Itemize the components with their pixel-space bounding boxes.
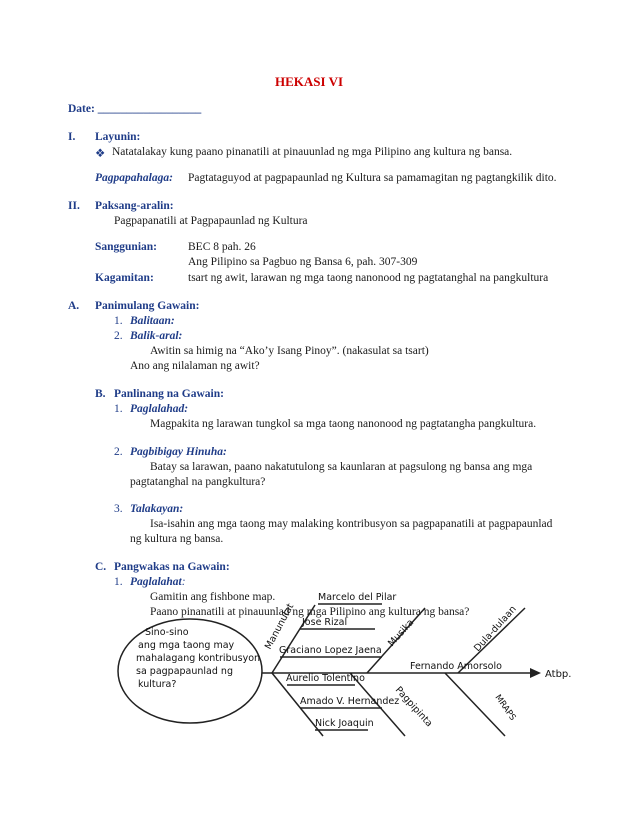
materials-label: Kagamitan:: [95, 272, 154, 284]
b-item1: Paglalahad:: [130, 403, 189, 415]
bone-label-pagpipinta: Pagpipinta: [392, 684, 435, 730]
materials-text: tsart ng awit, larawan ng mga taong nanonood ng pagtatanghal na pangkultura: [188, 272, 549, 284]
section-ii-heading: Paksang-aralin:: [95, 200, 174, 212]
c-item1-colon: :: [181, 576, 186, 588]
date-blank: __________________: [97, 103, 202, 115]
head-line-4: sa pagpapaunlad ng: [136, 666, 233, 677]
bone-label-mraps: MRAPS: [492, 692, 518, 723]
name-rizal: Jose Rizal: [302, 617, 348, 628]
topic-text: Pagpapanatili at Pagpapaunlad ng Kultura: [114, 215, 308, 227]
bone-label-musika: Musika: [386, 617, 417, 650]
source-2: Ang Pilipino sa Pagbuo ng Bansa 6, pah. 307-309: [188, 256, 418, 268]
head-line-5: kultura?: [138, 679, 177, 690]
date-label: Date:: [68, 103, 95, 115]
b-item2-num: 2.: [114, 446, 123, 458]
section-a-heading: Panimulang Gawain:: [95, 300, 200, 312]
b-item3-line1: Isa-isahin ang mga taong may malaking kontribusyon sa pagpapanatili at pagpapaunlad: [150, 518, 553, 530]
section-b-letter: B.: [95, 388, 106, 400]
a-item1: Balitaan:: [130, 315, 175, 327]
objective-text: Natatalakay kung paano pinanatili at pinauunlad ng mga Pilipino ang kultura ng bansa.: [112, 146, 513, 158]
bone-lower-3: [445, 673, 505, 736]
a-item2-num: 2.: [114, 330, 123, 342]
name-amado: Amado V. Hernandez: [300, 696, 400, 707]
name-aurelio: Aurelio Tolentino: [286, 673, 365, 684]
name-fernando: Fernando Amorsolo: [410, 661, 502, 672]
section-c-letter: C.: [95, 561, 107, 573]
page-title: HEKASI VI: [275, 74, 344, 89]
source-1: BEC 8 pah. 26: [188, 241, 256, 253]
name-atbp: Atbp.: [545, 669, 572, 680]
bone-label-dula: Dula-dulaan: [472, 603, 519, 655]
b-item3-line2: ng kultura ng bansa.: [130, 533, 224, 545]
a-item2-line1: Awitin sa himig na “Ako’y Isang Pinoy”. (nakasulat sa tsart): [150, 345, 429, 357]
section-b-heading: Panlinang na Gawain:: [114, 388, 224, 400]
a-item1-num: 1.: [114, 315, 123, 327]
section-i-heading: Layunin:: [95, 131, 141, 143]
c-line1: Gamitin ang fishbone map.: [150, 591, 276, 603]
b-item1-num: 1.: [114, 403, 123, 415]
c-item1: Paglalahat: [130, 576, 182, 588]
head-line-2: ang mga taong may: [138, 640, 235, 651]
name-graciano: Graciano Lopez Jaena: [279, 645, 382, 656]
head-line-3: mahalagang kontribusyon: [136, 653, 261, 664]
sources-label: Sanggunian:: [95, 241, 158, 253]
bone-label-manunulat: Manunulat: [262, 601, 297, 652]
head-line-1: Sino-sino: [145, 627, 189, 638]
bullet-icon: ❖: [95, 148, 106, 160]
c-line2: Paano pinanatili at pinauunlad ng mga Pilipino ang kultura ng bansa?: [150, 606, 470, 618]
section-i-numeral: I.: [68, 131, 76, 143]
name-marcelo: Marcelo del Pilar: [318, 592, 397, 603]
section-c-heading: Pangwakas na Gawain:: [114, 561, 230, 573]
b-item3: Talakayan:: [130, 503, 184, 515]
b-item3-num: 3.: [114, 503, 123, 515]
section-ii-numeral: II.: [68, 200, 80, 212]
value-label: Pagpapahalaga:: [95, 172, 173, 184]
section-a-letter: A.: [68, 300, 80, 312]
b-item2-line2: pagtatanghal na pangkultura?: [130, 476, 266, 488]
b-item2: Pagbibigay Hinuha:: [130, 446, 227, 458]
a-item2-line2: Ano ang nilalaman ng awit?: [130, 360, 260, 372]
b-item2-line1: Batay sa larawan, paano nakatutulong sa kaunlaran at pagsulong ng bansa ang mga: [150, 461, 533, 473]
a-item2: Balik-aral:: [130, 330, 183, 342]
name-nick: Nick Joaquin: [315, 718, 374, 729]
c-item1-num: 1.: [114, 576, 123, 588]
value-text: Pagtataguyod at pagpapaunlad ng Kultura sa pamamagitan ng pagtangkilik dito.: [188, 172, 557, 184]
b-item1-text: Magpakita ng larawan tungkol sa mga taong nanonood ng pagtatangha pangkultura.: [150, 418, 537, 430]
spine-arrow-icon: [530, 668, 541, 678]
